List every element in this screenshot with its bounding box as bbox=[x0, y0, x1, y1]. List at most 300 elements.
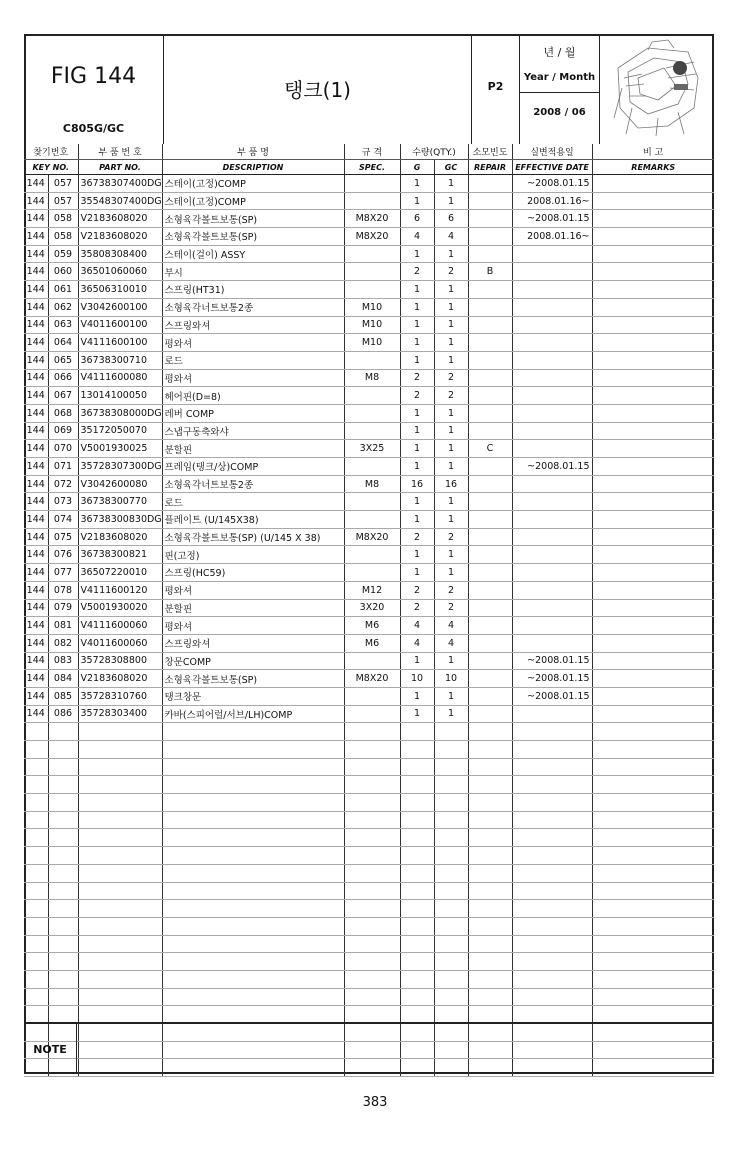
remarks-cell bbox=[592, 281, 714, 299]
repair-cell bbox=[468, 705, 512, 723]
qty-gc-cell bbox=[434, 723, 468, 741]
fig-no-cell: 144 bbox=[24, 281, 48, 299]
repair-cell bbox=[468, 917, 512, 935]
col-repair-en: REPAIR bbox=[468, 160, 512, 175]
effective-date-cell bbox=[512, 281, 592, 299]
key-no-cell: 067 bbox=[48, 387, 78, 405]
spec-cell bbox=[344, 776, 400, 794]
description-cell bbox=[162, 900, 344, 918]
description-cell bbox=[162, 758, 344, 776]
part-no-cell bbox=[78, 900, 162, 918]
remarks-cell bbox=[592, 811, 714, 829]
year-month-label-kr: 년 / 월 bbox=[543, 46, 576, 59]
qty-gc-cell: 1 bbox=[434, 652, 468, 670]
repair-cell bbox=[468, 953, 512, 971]
repair-cell bbox=[468, 210, 512, 228]
table-row bbox=[24, 316, 714, 334]
qty-gc-cell: 1 bbox=[434, 546, 468, 564]
table-row bbox=[24, 705, 714, 723]
key-no-cell bbox=[48, 864, 78, 882]
qty-g-cell: 1 bbox=[400, 298, 434, 316]
part-no-cell: 36738308000DG bbox=[78, 404, 162, 422]
remarks-cell bbox=[592, 387, 714, 405]
qty-g-cell: 1 bbox=[400, 334, 434, 352]
qty-gc-cell: 1 bbox=[434, 687, 468, 705]
table-row bbox=[24, 528, 714, 546]
remarks-cell bbox=[592, 705, 714, 723]
fig-no-cell bbox=[24, 900, 48, 918]
col-part-en: PART NO. bbox=[78, 160, 162, 175]
fig-no-cell: 144 bbox=[24, 687, 48, 705]
fig-no-cell: 144 bbox=[24, 404, 48, 422]
qty-g-cell: 4 bbox=[400, 228, 434, 246]
effective-date-cell bbox=[512, 617, 592, 635]
part-no-cell: 36507220010 bbox=[78, 564, 162, 582]
description-cell bbox=[162, 988, 344, 1006]
qty-g-cell: 1 bbox=[400, 493, 434, 511]
repair-cell: B bbox=[468, 263, 512, 281]
fig-no-cell: 144 bbox=[24, 334, 48, 352]
qty-g-cell: 1 bbox=[400, 511, 434, 529]
effective-date-cell: ~2008.01.15 bbox=[512, 687, 592, 705]
description-cell: 스프링와셔 bbox=[162, 316, 344, 334]
repair-cell bbox=[468, 422, 512, 440]
remarks-cell bbox=[592, 475, 714, 493]
table-row bbox=[24, 351, 714, 369]
description-cell: 로드 bbox=[162, 493, 344, 511]
part-no-cell: 36738300821 bbox=[78, 546, 162, 564]
repair-cell bbox=[468, 245, 512, 263]
qty-g-cell bbox=[400, 1006, 434, 1024]
qty-g-cell: 2 bbox=[400, 599, 434, 617]
remarks-cell bbox=[592, 210, 714, 228]
qty-g-cell: 1 bbox=[400, 705, 434, 723]
repair-cell bbox=[468, 723, 512, 741]
spec-cell bbox=[344, 935, 400, 953]
description-cell: 프레임(탱크/상)COMP bbox=[162, 458, 344, 476]
description-cell bbox=[162, 847, 344, 865]
description-cell: 소형육각너트보통2종 bbox=[162, 475, 344, 493]
key-no-cell: 073 bbox=[48, 493, 78, 511]
qty-g-cell bbox=[400, 970, 434, 988]
fig-no-cell: 144 bbox=[24, 175, 48, 193]
fig-no-cell bbox=[24, 794, 48, 812]
key-no-cell bbox=[48, 847, 78, 865]
effective-date-cell: ~2008.01.15 bbox=[512, 652, 592, 670]
description-cell: 소형육각볼트보통(SP) bbox=[162, 670, 344, 688]
repair-cell bbox=[468, 652, 512, 670]
table-row bbox=[24, 458, 714, 476]
empty-row bbox=[24, 741, 714, 759]
key-no-cell bbox=[48, 741, 78, 759]
qty-gc-cell: 4 bbox=[434, 617, 468, 635]
part-no-cell bbox=[78, 723, 162, 741]
qty-g-cell bbox=[400, 794, 434, 812]
remarks-cell bbox=[592, 564, 714, 582]
empty-row bbox=[24, 900, 714, 918]
part-no-cell: 35728308800 bbox=[78, 652, 162, 670]
qty-gc-cell bbox=[434, 864, 468, 882]
repair-cell bbox=[468, 670, 512, 688]
description-cell: 스테이(걸이) ASSY bbox=[162, 245, 344, 263]
part-no-cell bbox=[78, 758, 162, 776]
effective-date-cell bbox=[512, 546, 592, 564]
fig-no-cell bbox=[24, 988, 48, 1006]
part-no-cell: 35728310760 bbox=[78, 687, 162, 705]
qty-g-cell: 1 bbox=[400, 652, 434, 670]
description-cell: 헤어핀(D=8) bbox=[162, 387, 344, 405]
header-row-en bbox=[24, 160, 714, 175]
qty-gc-cell: 1 bbox=[434, 316, 468, 334]
part-no-cell bbox=[78, 811, 162, 829]
spec-cell bbox=[344, 829, 400, 847]
repair-cell bbox=[468, 316, 512, 334]
col-desc-en: DESCRIPTION bbox=[162, 160, 344, 175]
fig-no-cell: 144 bbox=[24, 511, 48, 529]
remarks-cell bbox=[592, 493, 714, 511]
spec-cell bbox=[344, 511, 400, 529]
table-row bbox=[24, 404, 714, 422]
fig-no-cell bbox=[24, 811, 48, 829]
repair-cell bbox=[468, 864, 512, 882]
fig-no-cell: 144 bbox=[24, 634, 48, 652]
col-remarks-kr: 비 고 bbox=[592, 144, 714, 160]
part-no-cell: V4011600060 bbox=[78, 634, 162, 652]
description-cell: 탱크창문 bbox=[162, 687, 344, 705]
effective-date-cell bbox=[512, 599, 592, 617]
qty-g-cell: 1 bbox=[400, 316, 434, 334]
qty-g-cell: 1 bbox=[400, 404, 434, 422]
description-cell: 평와셔 bbox=[162, 369, 344, 387]
qty-gc-cell bbox=[434, 776, 468, 794]
col-qty-kr: 수량(QTY.) bbox=[400, 144, 468, 160]
remarks-cell bbox=[592, 829, 714, 847]
fig-no-cell bbox=[24, 776, 48, 794]
effective-date-cell bbox=[512, 351, 592, 369]
col-date-kr: 실변적용일 bbox=[512, 144, 592, 160]
fig-no-cell: 144 bbox=[24, 599, 48, 617]
description-cell: 카바(스피어럴/서브/LH)COMP bbox=[162, 705, 344, 723]
repair-cell bbox=[468, 475, 512, 493]
description-cell: 소형육각너트보통2종 bbox=[162, 298, 344, 316]
qty-gc-cell: 1 bbox=[434, 298, 468, 316]
remarks-cell bbox=[592, 670, 714, 688]
effective-date-cell bbox=[512, 422, 592, 440]
table-row bbox=[24, 228, 714, 246]
key-no-cell: 063 bbox=[48, 316, 78, 334]
fig-no-cell: 144 bbox=[24, 617, 48, 635]
qty-g-cell: 2 bbox=[400, 387, 434, 405]
effective-date-cell bbox=[512, 970, 592, 988]
combine-harvester-icon bbox=[608, 38, 704, 138]
effective-date-cell bbox=[512, 758, 592, 776]
remarks-cell bbox=[592, 794, 714, 812]
effective-date-cell bbox=[512, 634, 592, 652]
fig-no-cell: 144 bbox=[24, 245, 48, 263]
table-row bbox=[24, 581, 714, 599]
part-no-cell: 35728307300DG bbox=[78, 458, 162, 476]
description-cell: 소형육각볼트보통(SP) bbox=[162, 210, 344, 228]
qty-g-cell: 2 bbox=[400, 528, 434, 546]
qty-gc-cell bbox=[434, 970, 468, 988]
empty-row bbox=[24, 988, 714, 1006]
empty-row bbox=[24, 953, 714, 971]
spec-cell bbox=[344, 988, 400, 1006]
qty-g-cell bbox=[400, 917, 434, 935]
description-cell: 스테이(고정)COMP bbox=[162, 192, 344, 210]
col-part-kr: 부 품 번 호 bbox=[78, 144, 162, 160]
key-no-cell bbox=[48, 794, 78, 812]
repair-cell bbox=[468, 369, 512, 387]
col-spec-en: SPEC. bbox=[344, 160, 400, 175]
empty-row bbox=[24, 864, 714, 882]
qty-g-cell: 16 bbox=[400, 475, 434, 493]
effective-date-cell bbox=[512, 475, 592, 493]
part-no-cell: 35728303400 bbox=[78, 705, 162, 723]
qty-g-cell bbox=[400, 953, 434, 971]
repair-cell bbox=[468, 882, 512, 900]
repair-cell bbox=[468, 776, 512, 794]
repair-cell bbox=[468, 599, 512, 617]
repair-cell bbox=[468, 351, 512, 369]
qty-gc-cell: 1 bbox=[434, 564, 468, 582]
year-month-label-en: Year / Month bbox=[523, 72, 596, 83]
part-no-cell: 36738300710 bbox=[78, 351, 162, 369]
part-no-cell bbox=[78, 953, 162, 971]
part-no-cell bbox=[78, 794, 162, 812]
repair-cell bbox=[468, 228, 512, 246]
remarks-cell bbox=[592, 440, 714, 458]
table-row bbox=[24, 334, 714, 352]
col-spec-kr: 규 격 bbox=[344, 144, 400, 160]
description-cell: 부시 bbox=[162, 263, 344, 281]
part-no-cell: V5001930020 bbox=[78, 599, 162, 617]
part-no-cell: 36506310010 bbox=[78, 281, 162, 299]
fig-no-cell bbox=[24, 935, 48, 953]
empty-row bbox=[24, 970, 714, 988]
repair-cell bbox=[468, 900, 512, 918]
spec-cell bbox=[344, 387, 400, 405]
qty-gc-cell bbox=[434, 1006, 468, 1024]
fig-no-cell bbox=[24, 864, 48, 882]
part-no-cell: V2183608020 bbox=[78, 528, 162, 546]
qty-g-cell bbox=[400, 776, 434, 794]
description-cell: 소형육각볼트보통(SP) (U/145 X 38) bbox=[162, 528, 344, 546]
spec-cell: M8 bbox=[344, 369, 400, 387]
key-no-cell bbox=[48, 776, 78, 794]
qty-g-cell: 1 bbox=[400, 546, 434, 564]
repair-cell bbox=[468, 404, 512, 422]
col-remarks-en: REMARKS bbox=[592, 160, 714, 175]
remarks-cell bbox=[592, 900, 714, 918]
part-no-cell bbox=[78, 829, 162, 847]
spec-cell: M6 bbox=[344, 617, 400, 635]
key-no-cell bbox=[48, 953, 78, 971]
table-row bbox=[24, 387, 714, 405]
effective-date-cell bbox=[512, 316, 592, 334]
key-no-cell bbox=[48, 758, 78, 776]
repair-cell bbox=[468, 988, 512, 1006]
repair-cell bbox=[468, 758, 512, 776]
effective-date-cell bbox=[512, 811, 592, 829]
key-no-cell: 060 bbox=[48, 263, 78, 281]
empty-row bbox=[24, 811, 714, 829]
effective-date-cell: 2008.01.16~ bbox=[512, 228, 592, 246]
table-row bbox=[24, 493, 714, 511]
header-block bbox=[24, 34, 714, 144]
spec-cell: 3X20 bbox=[344, 599, 400, 617]
table-row bbox=[24, 546, 714, 564]
description-cell bbox=[162, 882, 344, 900]
description-cell: 핀(고정) bbox=[162, 546, 344, 564]
table-row bbox=[24, 281, 714, 299]
spec-cell bbox=[344, 758, 400, 776]
qty-g-cell: 1 bbox=[400, 564, 434, 582]
effective-date-cell bbox=[512, 953, 592, 971]
fig-no-cell bbox=[24, 741, 48, 759]
key-no-cell: 059 bbox=[48, 245, 78, 263]
description-cell: 소형육각볼트보통(SP) bbox=[162, 228, 344, 246]
spec-cell: M8X20 bbox=[344, 228, 400, 246]
remarks-cell bbox=[592, 528, 714, 546]
part-no-cell bbox=[78, 988, 162, 1006]
spec-cell: M10 bbox=[344, 316, 400, 334]
fig-no-cell: 144 bbox=[24, 316, 48, 334]
key-no-cell bbox=[48, 882, 78, 900]
fig-no-cell bbox=[24, 1006, 48, 1024]
fig-no-cell bbox=[24, 917, 48, 935]
key-no-cell: 062 bbox=[48, 298, 78, 316]
empty-row bbox=[24, 794, 714, 812]
remarks-cell bbox=[592, 864, 714, 882]
qty-g-cell: 2 bbox=[400, 263, 434, 281]
effective-date-cell bbox=[512, 493, 592, 511]
remarks-cell bbox=[592, 458, 714, 476]
spec-cell bbox=[344, 652, 400, 670]
key-no-cell: 075 bbox=[48, 528, 78, 546]
qty-gc-cell: 4 bbox=[434, 634, 468, 652]
description-cell bbox=[162, 1006, 344, 1024]
description-cell bbox=[162, 741, 344, 759]
fig-no-cell bbox=[24, 758, 48, 776]
qty-g-cell: 1 bbox=[400, 192, 434, 210]
header-row-kr bbox=[24, 144, 714, 160]
page-code-cell bbox=[472, 34, 520, 144]
effective-date-cell: 2008.01.16~ bbox=[512, 192, 592, 210]
key-no-cell: 072 bbox=[48, 475, 78, 493]
part-no-cell: V4111600060 bbox=[78, 617, 162, 635]
qty-gc-cell bbox=[434, 935, 468, 953]
qty-gc-cell: 2 bbox=[434, 599, 468, 617]
qty-gc-cell: 2 bbox=[434, 581, 468, 599]
empty-row bbox=[24, 776, 714, 794]
empty-row bbox=[24, 1006, 714, 1024]
description-cell: 창문COMP bbox=[162, 652, 344, 670]
part-no-cell: V4111600080 bbox=[78, 369, 162, 387]
qty-gc-cell: 16 bbox=[434, 475, 468, 493]
qty-g-cell bbox=[400, 847, 434, 865]
qty-g-cell bbox=[400, 758, 434, 776]
year-month-cell bbox=[520, 34, 600, 144]
table-row bbox=[24, 192, 714, 210]
table-row bbox=[24, 599, 714, 617]
effective-date-cell bbox=[512, 511, 592, 529]
effective-date-cell bbox=[512, 829, 592, 847]
empty-row bbox=[24, 758, 714, 776]
spec-cell bbox=[344, 422, 400, 440]
qty-g-cell: 1 bbox=[400, 281, 434, 299]
fig-no-cell bbox=[24, 847, 48, 865]
repair-cell bbox=[468, 829, 512, 847]
empty-row bbox=[24, 917, 714, 935]
part-no-cell bbox=[78, 1006, 162, 1024]
repair-cell bbox=[468, 192, 512, 210]
remarks-cell bbox=[592, 723, 714, 741]
part-no-cell: V4011600100 bbox=[78, 316, 162, 334]
key-no-cell: 078 bbox=[48, 581, 78, 599]
effective-date-cell bbox=[512, 741, 592, 759]
effective-date-cell bbox=[512, 404, 592, 422]
key-no-cell bbox=[48, 829, 78, 847]
key-no-cell bbox=[48, 723, 78, 741]
remarks-cell bbox=[592, 935, 714, 953]
key-no-cell bbox=[48, 811, 78, 829]
remarks-cell bbox=[592, 741, 714, 759]
spec-cell bbox=[344, 493, 400, 511]
fig-no-cell: 144 bbox=[24, 387, 48, 405]
fig-no-cell: 144 bbox=[24, 546, 48, 564]
remarks-cell bbox=[592, 599, 714, 617]
spec-cell bbox=[344, 794, 400, 812]
empty-row bbox=[24, 935, 714, 953]
effective-date-cell bbox=[512, 263, 592, 281]
spec-cell bbox=[344, 917, 400, 935]
key-no-cell: 082 bbox=[48, 634, 78, 652]
fig-no-cell: 144 bbox=[24, 564, 48, 582]
table-row bbox=[24, 298, 714, 316]
repair-cell bbox=[468, 493, 512, 511]
qty-gc-cell: 2 bbox=[434, 263, 468, 281]
qty-gc-cell bbox=[434, 811, 468, 829]
key-no-cell: 058 bbox=[48, 228, 78, 246]
remarks-cell bbox=[592, 422, 714, 440]
key-no-cell: 070 bbox=[48, 440, 78, 458]
description-cell: 분할핀 bbox=[162, 440, 344, 458]
table-row bbox=[24, 475, 714, 493]
note-label: NOTE bbox=[24, 1024, 77, 1074]
spec-cell: 3X25 bbox=[344, 440, 400, 458]
remarks-cell bbox=[592, 192, 714, 210]
repair-cell bbox=[468, 528, 512, 546]
description-cell: 플레이트 (U/145X38) bbox=[162, 511, 344, 529]
part-no-cell bbox=[78, 970, 162, 988]
effective-date-cell: ~2008.01.15 bbox=[512, 210, 592, 228]
qty-gc-cell: 10 bbox=[434, 670, 468, 688]
effective-date-cell bbox=[512, 847, 592, 865]
effective-date-cell bbox=[512, 245, 592, 263]
effective-date-cell bbox=[512, 564, 592, 582]
part-no-cell: V3042600080 bbox=[78, 475, 162, 493]
key-no-cell: 071 bbox=[48, 458, 78, 476]
page-number: 383 bbox=[362, 1095, 388, 1110]
qty-g-cell bbox=[400, 988, 434, 1006]
qty-g-cell bbox=[400, 935, 434, 953]
remarks-cell bbox=[592, 228, 714, 246]
spec-cell: M10 bbox=[344, 298, 400, 316]
part-no-cell: V2183608020 bbox=[78, 210, 162, 228]
repair-cell bbox=[468, 970, 512, 988]
spec-cell: M6 bbox=[344, 634, 400, 652]
